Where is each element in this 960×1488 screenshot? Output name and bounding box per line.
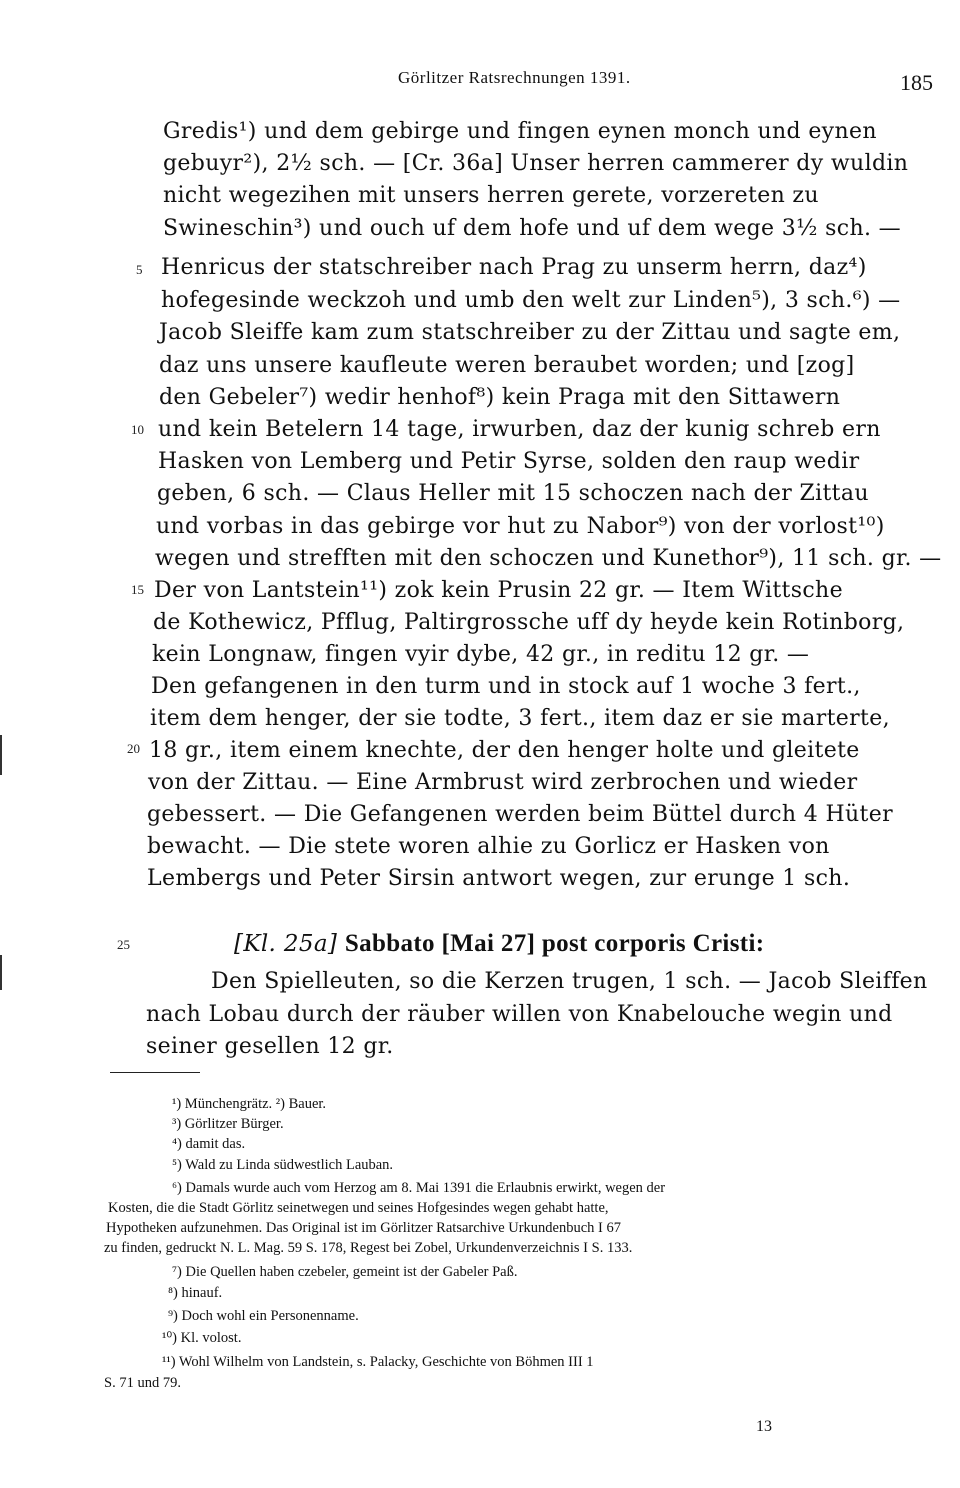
page-edge-line [0,955,2,990]
footnote-5: ⁵) Wald zu Linda südwestlich Lauban. [172,1157,394,1173]
footnote-6: ⁶) Damals wurde auch vom Herzog am 8. Mai 1391 die Erlaubnis erwirkt, wegen der [172,1180,666,1196]
footnote-11-cont: S. 71 und 79. [104,1375,181,1391]
body-line: und vorbas in das gebirge vor hut zu Nabor⁹) von der vorlost¹⁰) [156,514,885,539]
body-line: von der Zittau. — Eine Armbrust wird zerbrochen und wieder [148,770,858,795]
footnote-7: ⁷) Die Quellen haben czebeler, gemeint ist der Gabeler Paß. [172,1264,518,1280]
body-line: hofegesinde weckzoh und umb den welt zur Linden⁵), 3 sch.⁶) — [161,288,901,313]
body-line: de Kothewicz, Pfflug, Paltirgrossche uff dy heyde kein Rotinborg, [153,610,905,635]
line-number-10: 10 [131,422,144,437]
body-line: und kein Betelern 14 tage, irwurben, daz der kunig schreb ern [158,417,881,442]
body-line: Gredis¹) und dem gebirge und fingen eynen monch und eynen [163,119,877,144]
body-line: bewacht. — Die stete woren alhie zu Gorlicz er Hasken von [147,834,830,859]
footnote-10: ¹⁰) Kl. volost. [162,1330,242,1346]
body-line: Den gefangenen in den turm und in stock auf 1 woche 3 fert., [151,674,861,699]
section-line: nach Lobau durch der räuber willen von Knabelouche wegin und [146,1002,893,1027]
body-line: Hasken von Lemberg und Petir Syrse, solden den raup wedir [158,449,860,474]
section-line: seiner gesellen 12 gr. [146,1034,394,1059]
line-number-15: 15 [131,582,144,597]
body-line: daz uns unsere kaufleute weren beraubet worden; und [zog] [159,353,855,378]
footnote-3: ³) Görlitzer Bürger. [172,1116,284,1132]
body-line: 18 gr., item einem knechte, der den henger holte und gleitete [149,738,860,763]
body-line: Henricus der statschreiber nach Prag zu unserm herrn, daz⁴) [161,255,867,280]
running-title: Görlitzer Ratsrechnungen 1391. [398,68,631,87]
body-line: item dem henger, der sie todte, 3 fert., item daz er sie marterte, [150,706,890,731]
page-edge-line [0,735,2,775]
section-heading [234,930,764,958]
body-line: Der von Lantstein¹¹) zok kein Prusin 22 gr. — Item Wittsche [154,578,843,603]
footnote-6-cont: zu finden, gedruckt N. L. Mag. 59 S. 178, Regest bei Zobel, Urkundenverzeichnis I S. 133. [104,1240,633,1256]
footnote-rule [110,1072,200,1073]
footnote-4: ⁴) damit das. [172,1136,246,1152]
section-line: Den Spielleuten, so die Kerzen trugen, 1 sch. — Jacob Sleiffen [211,969,928,994]
body-line: Jacob Sleiffe kam zum statschreiber zu der Zittau und sagte em, [159,320,901,345]
body-line: gebuyr²), 2½ sch. — [Cr. 36a] Unser herren cammerer dy wuldin [163,151,909,176]
body-line: gebessert. — Die Gefangenen werden beim Büttel durch 4 Hüter [147,802,893,827]
footnote-6-cont: Hypotheken aufzunehmen. Das Original ist im Görlitzer Ratsarchive Urkundenbuch I 67 [106,1220,622,1236]
footnote-8: ⁸) hinauf. [168,1285,223,1301]
section-title: Sabbato [Mai 27] post corporis Cristi: [344,930,765,957]
body-line: wegen und strefften mit den schoczen und Kunethor⁹), 11 sch. gr. — [155,546,942,571]
body-line: geben, 6 sch. — Claus Heller mit 15 schoczen nach der Zittau [157,481,869,506]
body-line: kein Longnaw, fingen vyir dybe, 42 gr., in reditu 12 gr. — [152,642,810,667]
line-number-25: 25 [117,937,130,952]
line-number-20: 20 [127,741,140,756]
body-line: nicht wegezihen mit unsers herren gerete, vorzereten zu [163,183,819,208]
body-line: Lembergs und Peter Sirsin antwort wegen, zur erunge 1 sch. [147,866,851,891]
line-number-5: 5 [136,262,143,277]
footnote-9: ⁹) Doch wohl ein Personenname. [168,1308,359,1324]
section-ref: [Kl. 25a] [234,931,338,957]
body-line: den Gebeler⁷) wedir henhof⁸) kein Praga mit den Sittawern [159,385,841,410]
footnote-11: ¹¹) Wohl Wilhelm von Landstein, s. Palacky, Geschichte von Böhmen III 1 [162,1354,594,1370]
footnote-6-cont: Kosten, die die Stadt Görlitz seinetwegen und seines Hofgesindes wegen gehabt hatte, [108,1200,609,1216]
footnote-1-2: ¹) Münchengrätz. ²) Bauer. [172,1096,327,1112]
page-number: 185 [900,70,933,95]
signature-mark: 13 [756,1418,772,1435]
body-line: Swineschin³) und ouch uf dem hofe und uf dem wege 3½ sch. — [163,216,902,241]
